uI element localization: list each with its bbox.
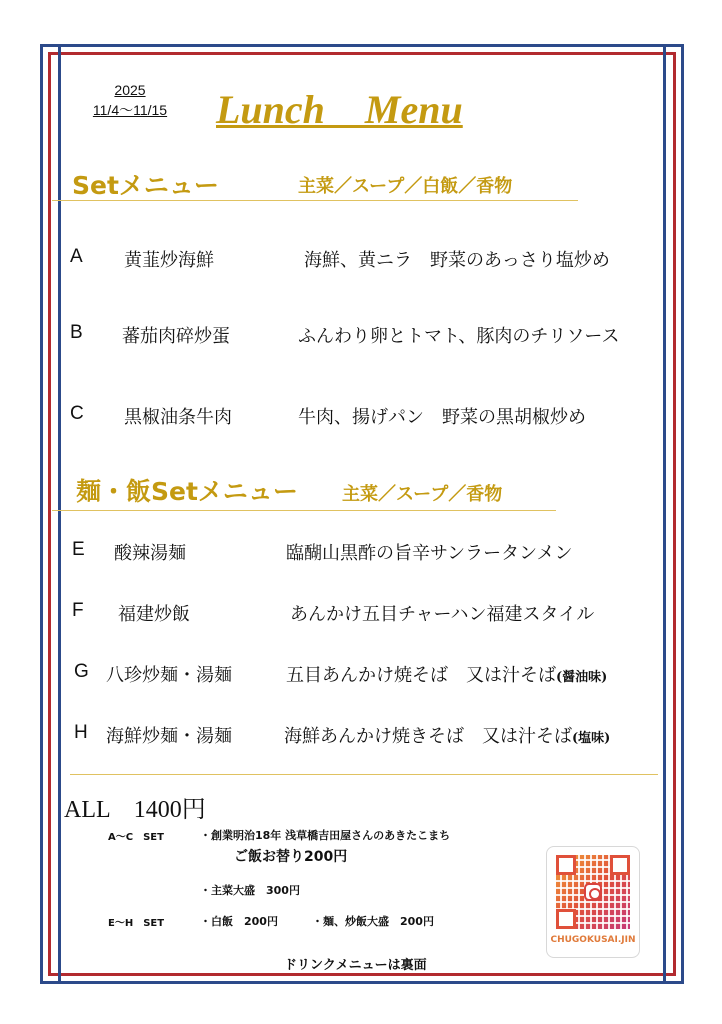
set-menu-subheading: 主菜／スープ／白飯／香物 [298,176,513,197]
item-desc-note: (醤油味) [556,670,608,685]
footer-rule [70,774,658,775]
noodle-menu-heading: 麺・飯Setメニュー [76,477,298,506]
item-desc: 牛肉、揚げパン 野菜の黒胡椒炒め [298,407,586,428]
noodle-menu-rule [52,510,556,511]
item-letter: C [70,403,84,424]
item-letter: H [74,722,88,743]
ac-note-refill: ご飯お替り200円 [234,849,348,865]
qr-finder [610,855,630,875]
qr-code-icon [556,855,630,929]
menu-year: 2025 [114,82,146,98]
eh-note-large: ・麺、炒飯大盛 200円 [312,915,434,928]
item-letter: B [70,322,83,343]
set-menu-rule [52,200,578,201]
page-title: Lunch Menu [216,87,463,132]
ac-note-rice: ・創業明治18年 浅草橋吉田屋さんのあきたこまち [200,829,451,842]
item-letter: A [70,246,83,267]
menu-date-range: 11/4～11/15 [92,102,168,118]
item-dish: 海鮮炒麺・湯麺 [106,726,232,747]
item-desc: あんかけ五目チャーハン福建スタイル [290,604,595,625]
item-desc [286,661,607,687]
item-dish: 八珍炒麺・湯麺 [106,665,232,686]
item-letter: F [72,600,84,621]
qr-finder [556,909,576,929]
eh-set-label: E～H SET [108,918,165,929]
drink-menu-note: ドリンクメニューは裏面 [284,958,427,973]
item-desc [284,722,610,748]
item-dish: 蕃茄肉碎炒蛋 [122,326,230,347]
item-letter: G [74,661,89,682]
item-dish: 黄韮炒海鮮 [124,250,214,271]
item-desc-note: (塩味) [572,731,611,746]
item-dish: 黒椒油条牛肉 [124,407,232,428]
qr-code-card[interactable] [546,846,640,958]
item-desc: ふんわり卵とトマト、豚肉のチリソース [298,326,620,347]
price-all: ALL 1400円 [64,797,206,823]
item-desc: 海鮮、黄ニラ 野菜のあっさり塩炒め [304,250,610,271]
set-menu-heading: Setメニュー [72,171,219,200]
instagram-icon [584,883,602,901]
noodle-menu-subheading: 主菜／スープ／香物 [342,484,503,505]
menu-date [78,80,182,120]
ac-set-label: A～C SET [108,832,164,843]
item-desc-text: 五目あんかけ焼そば 又は汁そば [286,665,556,686]
item-dish: 福建炒飯 [118,604,190,625]
eh-note-rice: ・白飯 200円 [200,915,278,928]
item-desc-text: 海鮮あんかけ焼きそば 又は汁そば [284,726,572,747]
qr-finder [556,855,576,875]
item-dish: 酸辣湯麺 [114,543,186,564]
qr-label: CHUGOKUSAI.JIN [550,935,636,945]
item-letter: E [72,539,85,560]
item-desc: 臨醐山黒酢の旨辛サンラータンメン [286,543,573,564]
ac-note-large: ・主菜大盛 300円 [200,884,300,897]
